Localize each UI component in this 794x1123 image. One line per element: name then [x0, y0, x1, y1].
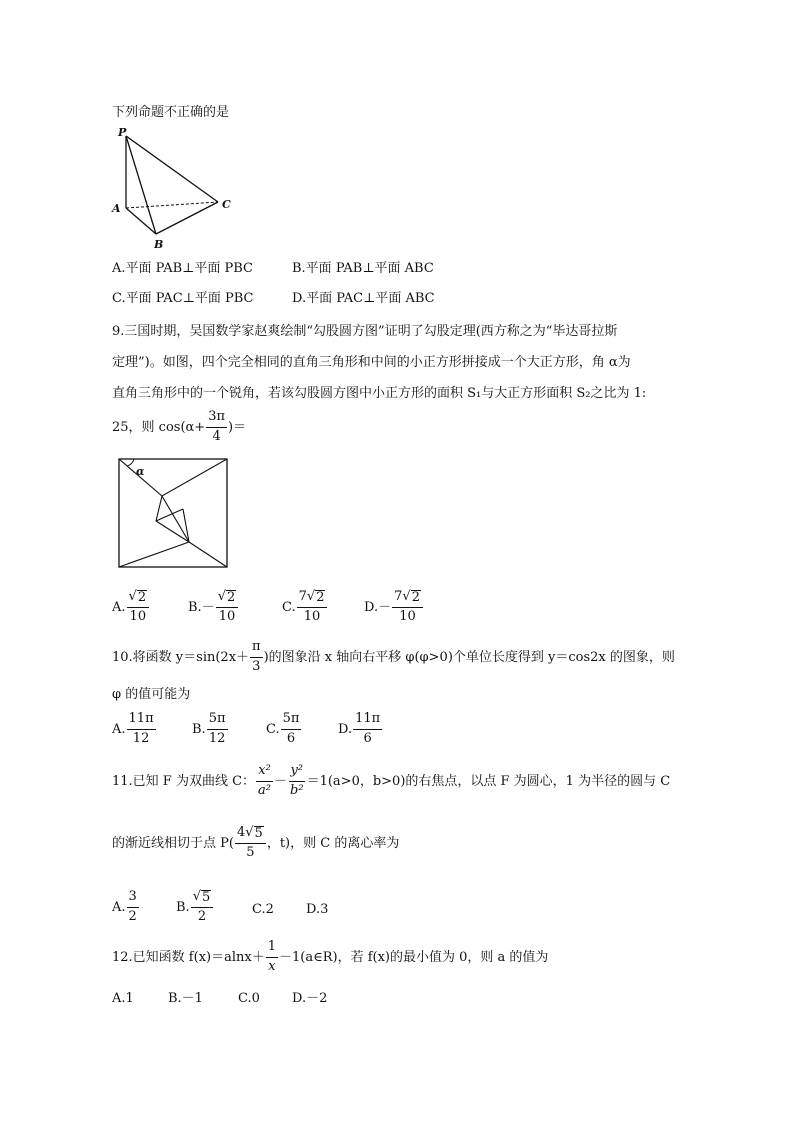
option-letter: B.	[188, 600, 202, 616]
fraction-numerator: √ 5	[191, 890, 214, 908]
option-d	[338, 712, 383, 747]
option-b: B.平面 PAB⊥平面 ABC	[292, 261, 434, 276]
option-sign: －	[378, 600, 392, 616]
q9-line-2: 定理”)。如图，四个完全相同的直角三角形和中间的小正方形拼接成一个大正方形，角 α为	[112, 355, 631, 370]
gougu-square-figure	[118, 458, 230, 570]
option-value: 3	[320, 902, 329, 917]
fraction-denominator: 3	[252, 658, 261, 674]
fraction-denominator: a²	[258, 782, 272, 798]
option-a	[112, 712, 157, 747]
option-c	[252, 903, 274, 916]
fraction-numerator: 7 √ 2	[392, 590, 423, 608]
q11-line-2-pre: 的渐近线相切于点 P(	[112, 836, 234, 852]
fraction-denominator: 10	[218, 609, 236, 625]
fraction	[392, 590, 423, 625]
option-a	[112, 890, 140, 925]
fraction	[216, 590, 239, 625]
fraction-numerator: √ 2	[216, 590, 239, 608]
fraction-denominator: 2	[197, 909, 207, 925]
point-label-a: A	[112, 202, 121, 215]
option-a	[112, 590, 150, 625]
point-label-c: C	[222, 198, 231, 211]
q12-line-1-pre: 12.已知函数 f(x)＝alnx＋	[112, 949, 265, 965]
fraction	[297, 590, 328, 625]
option-letter: D.	[364, 600, 379, 616]
q11-line-1-post: ＝1(a>0，b>0)的右焦点，以点 F 为圆心，1 为半径的圆与 C	[306, 773, 671, 789]
option-c	[282, 590, 328, 625]
q11-line-1-pre: 11.已知 F 为双曲线 C：	[112, 773, 256, 789]
angle-alpha-label: α	[136, 465, 145, 478]
q11-line-1	[112, 764, 670, 799]
fraction-numerator: 5π	[207, 712, 228, 730]
fraction	[256, 764, 273, 799]
q12-line-1	[112, 940, 548, 975]
fraction-numerator: y²	[289, 764, 306, 782]
q10-line-1	[112, 640, 675, 675]
fraction	[281, 712, 302, 747]
fraction	[266, 940, 278, 975]
option-b	[188, 590, 239, 625]
option-b	[176, 890, 214, 925]
option-letter: C.	[282, 600, 296, 616]
fraction-denominator: x	[268, 958, 276, 974]
option-d: D.平面 PAC⊥平面 ABC	[292, 291, 435, 306]
q9-line-4-pre: 25，则 cos(α+	[112, 419, 206, 435]
fraction-numerator: 11π	[127, 712, 156, 730]
option-d	[364, 590, 424, 625]
point-label-b: B	[154, 238, 164, 251]
option-letter: B.	[192, 721, 206, 737]
option-c: C.平面 PAC⊥平面 PBC	[112, 291, 254, 306]
option-letter: A.	[112, 600, 126, 616]
fraction	[250, 640, 263, 675]
fraction	[127, 712, 156, 747]
fraction-numerator: 4 √ 5	[235, 826, 266, 844]
fraction-denominator: 12	[132, 730, 150, 746]
fraction-numerator: x²	[256, 764, 273, 782]
fraction	[206, 410, 227, 445]
option-b: B.－1	[168, 991, 203, 1006]
option-a: A.平面 PAB⊥平面 PBC	[112, 261, 253, 276]
option-b	[192, 712, 229, 747]
q11-line-2-post: ，t)，则 C 的离心率为	[266, 836, 400, 852]
q9-line-3: 直角三角形中的一个锐角，若该勾股圆方图中小正方形的面积 S₁与大正方形面积 S₂之比为 1:	[112, 386, 647, 401]
q10-line-1-post: )的图象沿 x 轴向右平移 φ(φ>0)个单位长度得到 y＝cos2x 的图象，则	[263, 649, 675, 665]
option-letter: A.	[112, 899, 126, 915]
fraction-denominator: 4	[212, 428, 221, 444]
option-a: A.1	[112, 991, 134, 1006]
option-letter: B.	[176, 900, 190, 916]
q9-line-4-post: )＝	[228, 419, 247, 435]
fraction	[127, 890, 139, 925]
option-d	[306, 903, 328, 916]
q12-line-1-post: －1(a∈R)，若 f(x)的最小值为 0，则 a 的值为	[279, 949, 549, 965]
option-sign: －	[201, 600, 215, 616]
fraction-numerator: 3π	[206, 410, 227, 428]
fraction-denominator: 10	[303, 609, 321, 625]
fraction-denominator: 12	[208, 730, 226, 746]
q11-line-2	[112, 826, 399, 861]
fraction	[191, 890, 214, 925]
fraction-numerator: 1	[266, 940, 278, 958]
question-stem: 下列命题不正确的是	[112, 105, 230, 120]
fraction-denominator: 5	[246, 845, 255, 861]
fraction-numerator: 5π	[281, 712, 302, 730]
option-letter: D.	[338, 721, 353, 737]
option-letter: C.	[252, 902, 266, 917]
point-label-p: P	[118, 126, 127, 139]
fraction-denominator: 10	[129, 609, 147, 625]
option-letter: C.	[266, 721, 280, 737]
fraction-denominator: 10	[399, 609, 416, 625]
fraction	[235, 826, 266, 861]
option-c: C.0	[238, 991, 260, 1006]
q10-line-2: φ 的值可能为	[112, 687, 191, 702]
option-letter: A.	[112, 721, 126, 737]
option-d: D.－2	[292, 991, 328, 1006]
fraction-numerator: 7 √ 2	[297, 590, 328, 608]
fraction	[353, 712, 382, 747]
option-c	[266, 712, 302, 747]
option-value: 2	[265, 902, 274, 917]
fraction	[288, 764, 306, 799]
fraction-numerator: √ 2	[127, 590, 150, 608]
fraction-numerator: π	[250, 640, 263, 658]
fraction-numerator: 3	[127, 890, 139, 908]
fraction	[207, 712, 228, 747]
fraction-denominator: 2	[128, 908, 137, 924]
fraction-denominator: b²	[290, 782, 304, 798]
option-letter: D.	[306, 902, 321, 917]
fraction-denominator: 6	[363, 730, 372, 746]
fraction	[127, 590, 150, 625]
q9-line-4	[112, 410, 246, 445]
tetrahedron-figure	[110, 124, 240, 252]
minus-sign: －	[274, 773, 288, 789]
q9-line-1: 9.三国时期，吴国数学家赵爽绘制“勾股圆方图”证明了勾股定理(西方称之为“毕达哥拉斯	[112, 324, 618, 339]
q10-line-1-pre: 10.将函数 y＝sin(2x＋	[112, 649, 250, 665]
fraction-numerator: 11π	[353, 712, 382, 730]
fraction-denominator: 6	[286, 730, 296, 746]
